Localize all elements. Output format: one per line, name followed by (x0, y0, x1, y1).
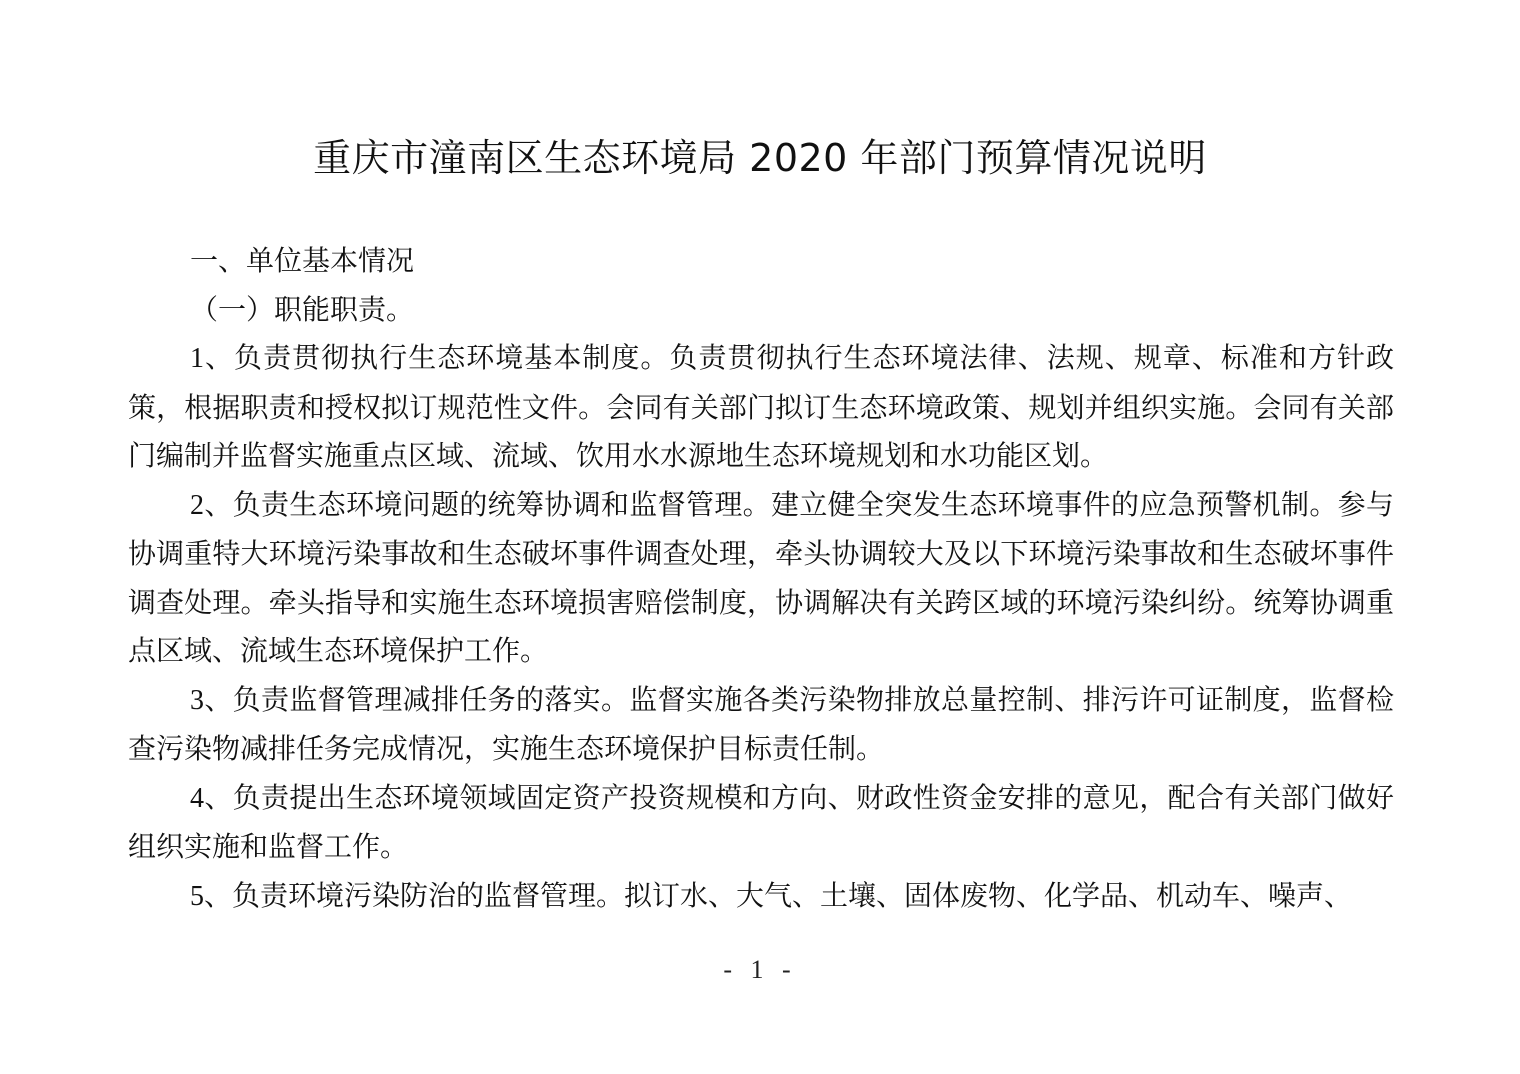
item-text: 、负责贯彻执行生态环境基本制度。负责贯彻执行生态环境法律、法规、规章、标准和方针政策，根据职责和授权拟订规范性文件。会同有关部门拟订生态环境政策、规划并组织实施。会同有关部门编制并监督实施重点区域、流域、饮用水水源地生态环境规划和水功能区划。 (128, 341, 1394, 472)
page-number: - 1 - (723, 955, 797, 984)
item-number: 2 (190, 489, 204, 521)
paragraph-item-1 (128, 334, 1394, 481)
item-text: 、负责监督管理减排任务的落实。监督实施各类污染物排放总量控制、排污许可证制度，监督检查污染物减排任务完成情况，实施生态环境保护目标责任制。 (128, 682, 1394, 765)
item-number: 4 (190, 782, 204, 814)
paragraph-item-2 (128, 481, 1394, 676)
item-text: 、负责提出生态环境领域固定资产投资规模和方向、财政性资金安排的意见，配合有关部门做好组织实施和监督工作。 (128, 780, 1394, 863)
item-text: 、负责生态环境问题的统筹协调和监督管理。建立健全突发生态环境事件的应急预警机制。参与协调重特大环境污染事故和生态破坏事件调查处理，牵头协调较大及以下环境污染事故和生态破坏事件调查处理。牵头指导和实施生态环境损害赔偿制度，协调解决有关跨区域的环境污染纠纷。统筹协调重点区域、流域生态环境保护工作。 (128, 487, 1394, 667)
subsection-heading: （一）职能职责。 (190, 292, 415, 326)
paragraph-item-3 (128, 676, 1394, 774)
item-text: 、负责环境污染防治的监督管理。拟订水、大气、土壤、固体废物、化学品、机动车、噪声、 (204, 878, 1353, 912)
paragraph-item-4 (128, 774, 1394, 872)
document-body (128, 237, 1394, 921)
item-number: 5 (190, 880, 204, 912)
item-number: 3 (190, 684, 204, 716)
section-heading: 一、单位基本情况 (190, 244, 415, 277)
page-title: 重庆市潼南区生态环境局 2020 年部门预算情况说明 (313, 136, 1207, 180)
item-number: 1 (190, 343, 204, 374)
paragraph-item-5 (128, 872, 1394, 922)
